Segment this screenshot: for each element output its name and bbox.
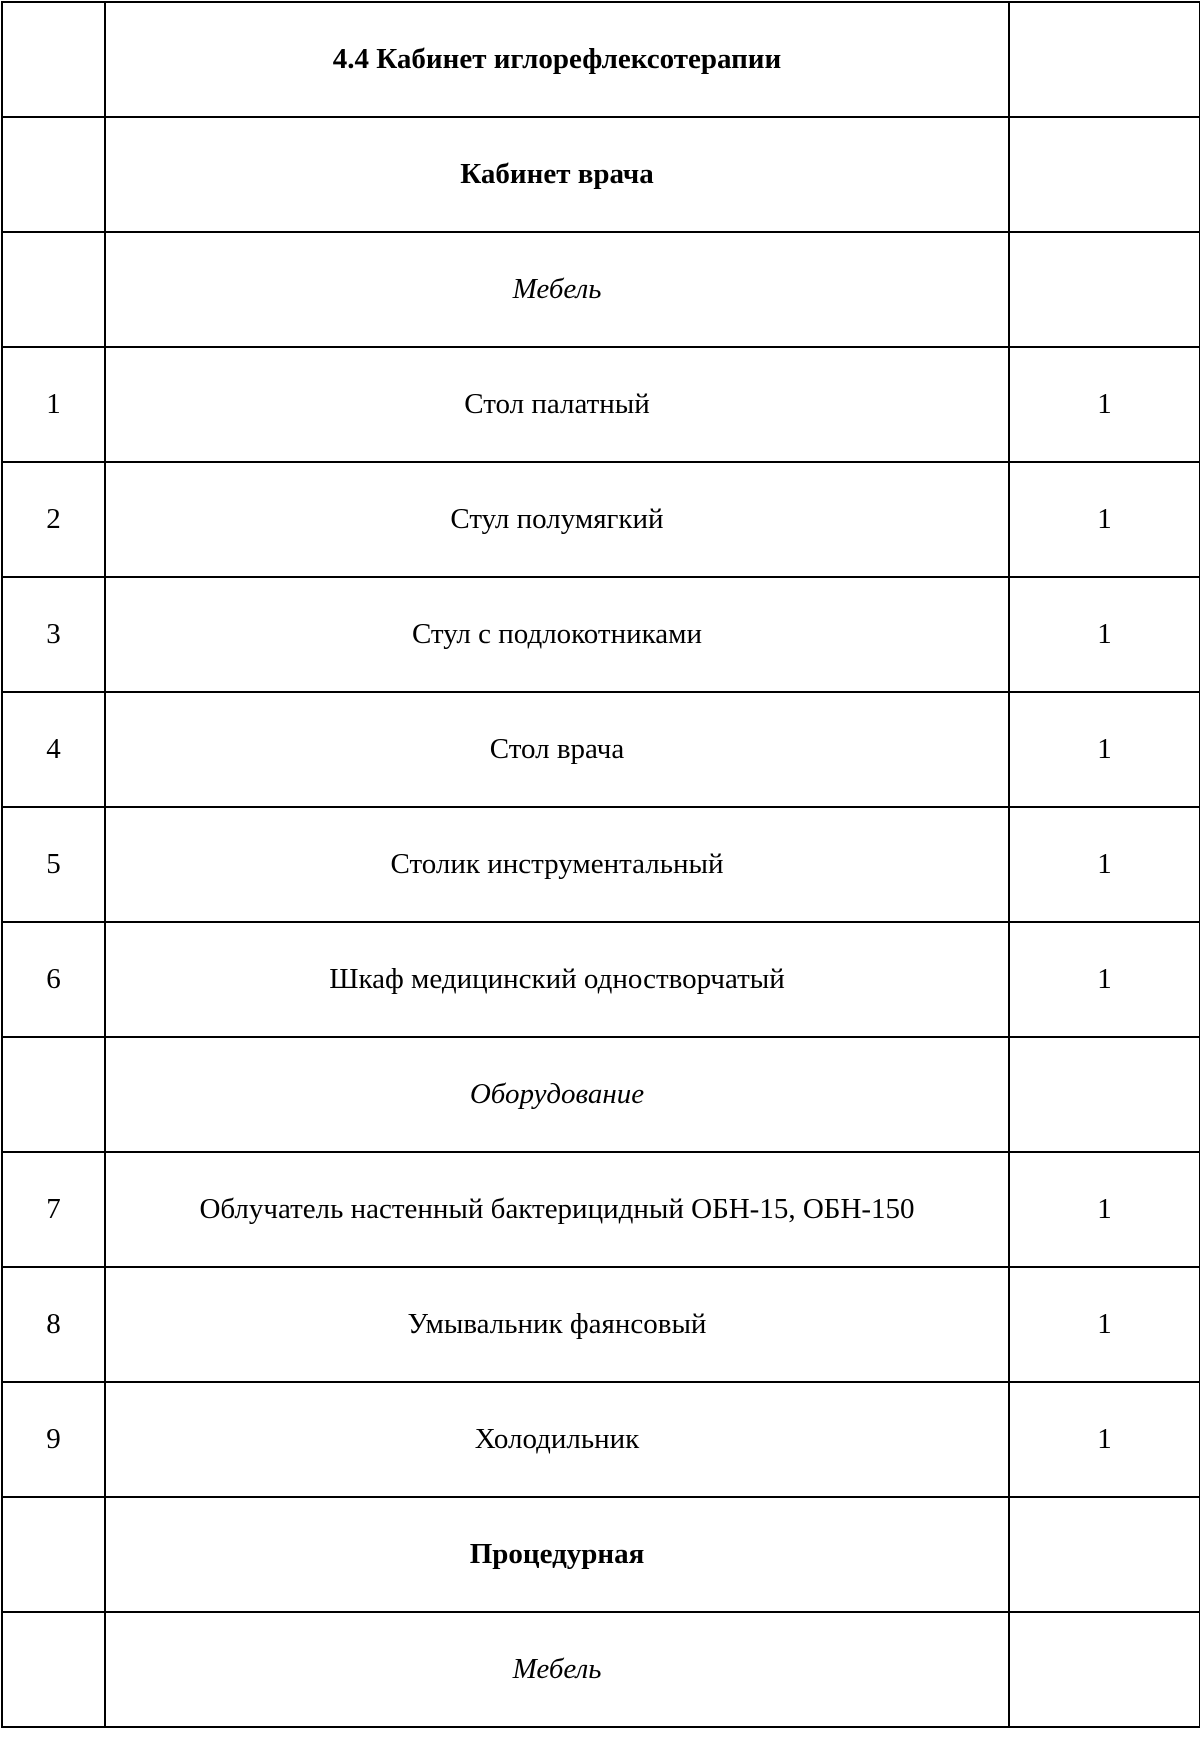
table-row: [2, 1612, 1200, 1727]
item-name: Стул полумягкий: [105, 462, 1009, 577]
section-title: 4.4 Кабинет иглорефлексотерапии: [105, 2, 1009, 117]
row-quantity: [1009, 117, 1200, 232]
row-number: 3: [2, 577, 105, 692]
category-heading: Мебель: [105, 232, 1009, 347]
row-number: 6: [2, 922, 105, 1037]
table-row: [2, 2, 1200, 117]
row-quantity: 1: [1009, 922, 1200, 1037]
room-heading: Кабинет врача: [105, 117, 1009, 232]
row-quantity: [1009, 2, 1200, 117]
equipment-table: [1, 1, 1200, 1728]
table-row: [2, 117, 1200, 232]
table-row: [2, 1037, 1200, 1152]
row-quantity: 1: [1009, 1152, 1200, 1267]
table-row: [2, 1152, 1200, 1267]
row-number: 9: [2, 1382, 105, 1497]
table-row: [2, 1382, 1200, 1497]
item-name: Стол палатный: [105, 347, 1009, 462]
category-heading: Оборудование: [105, 1037, 1009, 1152]
row-number: [2, 2, 105, 117]
item-name: Облучатель настенный бактерицидный ОБН-15, ОБН-150: [105, 1152, 1009, 1267]
item-name: Шкаф медицинский одностворчатый: [105, 922, 1009, 1037]
row-number: [2, 1037, 105, 1152]
row-number: 1: [2, 347, 105, 462]
table-row: [2, 1267, 1200, 1382]
table-row: [2, 692, 1200, 807]
row-quantity: [1009, 1037, 1200, 1152]
row-quantity: 1: [1009, 692, 1200, 807]
row-quantity: 1: [1009, 462, 1200, 577]
item-name: Умывальник фаянсовый: [105, 1267, 1009, 1382]
table-row: [2, 462, 1200, 577]
table-row: [2, 922, 1200, 1037]
row-number: [2, 117, 105, 232]
item-name: Стул с подлокотниками: [105, 577, 1009, 692]
row-number: [2, 1497, 105, 1612]
equipment-table-body: [2, 2, 1200, 1727]
row-number: 7: [2, 1152, 105, 1267]
row-number: [2, 1612, 105, 1727]
table-row: [2, 807, 1200, 922]
category-heading: Мебель: [105, 1612, 1009, 1727]
row-quantity: [1009, 1612, 1200, 1727]
table-row: [2, 347, 1200, 462]
row-quantity: [1009, 1497, 1200, 1612]
row-quantity: 1: [1009, 1382, 1200, 1497]
row-quantity: 1: [1009, 1267, 1200, 1382]
row-number: 2: [2, 462, 105, 577]
row-quantity: 1: [1009, 577, 1200, 692]
item-name: Холодильник: [105, 1382, 1009, 1497]
table-row: [2, 1497, 1200, 1612]
row-number: 5: [2, 807, 105, 922]
row-quantity: [1009, 232, 1200, 347]
row-number: 4: [2, 692, 105, 807]
row-quantity: 1: [1009, 347, 1200, 462]
row-number: [2, 232, 105, 347]
room-heading: Процедурная: [105, 1497, 1009, 1612]
row-number: 8: [2, 1267, 105, 1382]
item-name: Стол врача: [105, 692, 1009, 807]
table-row: [2, 232, 1200, 347]
item-name: Столик инструментальный: [105, 807, 1009, 922]
table-row: [2, 577, 1200, 692]
row-quantity: 1: [1009, 807, 1200, 922]
